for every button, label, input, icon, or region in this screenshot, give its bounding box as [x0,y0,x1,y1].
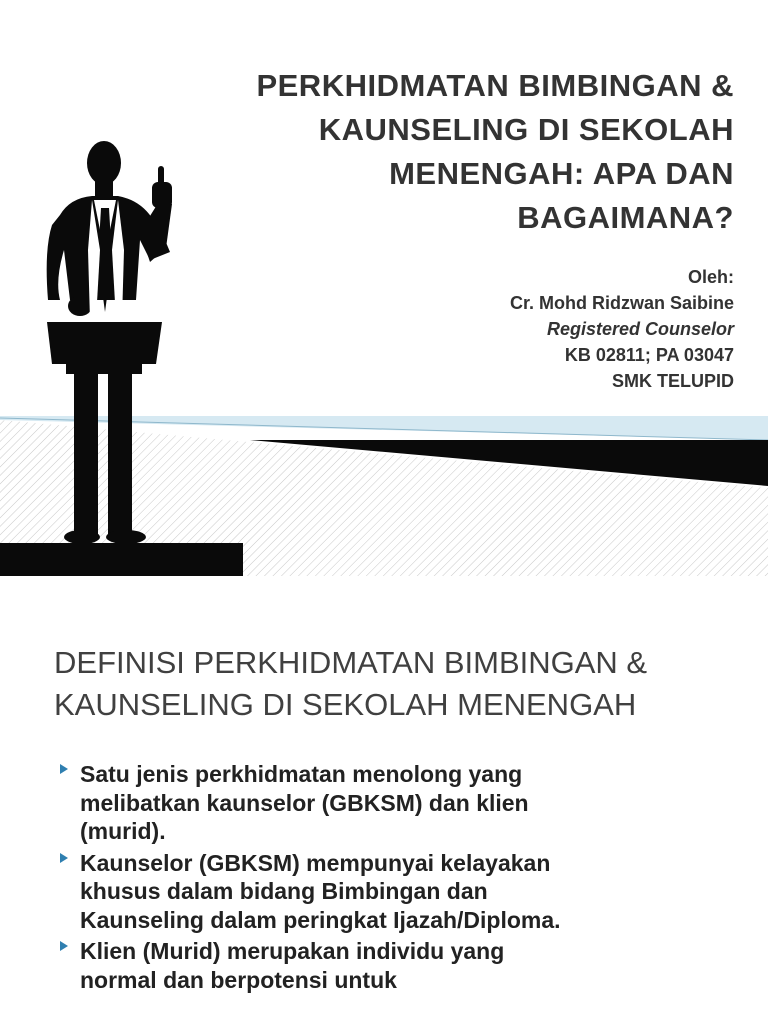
author-name: Cr. Mohd Ridzwan Saibine [509,293,734,313]
slide-divider [0,576,768,584]
bullet-list [58,760,578,997]
definition-slide [0,584,768,1024]
author-school: SMK TELUPID [611,371,734,391]
triangle-right-icon [60,941,68,951]
bullet-item [58,760,578,846]
bullet-item [58,937,578,994]
bullet-text: Klien (Murid) merupakan individu yang normal dan berpotensi untuk [80,938,505,993]
triangle-right-icon [60,764,68,774]
bullet-text: Satu jenis perkhidmatan menolong yang melibatkan kaunselor (GBKSM) dan klien (murid). [80,761,529,844]
slide-title: PERKHIDMATAN BIMBINGAN & KAUNSELING DI SEKOLAH MENENGAH: APA DAN BAGAIMANA? [256,68,734,235]
slide-heading: DEFINISI PERKHIDMATAN BIMBINGAN & KAUNSELING DI SEKOLAH MENENGAH [54,645,648,722]
author-role: Registered Counselor [546,319,734,339]
author-block [314,264,734,394]
author-registration: KB 02811; PA 03047 [564,345,734,365]
triangle-right-icon [60,853,68,863]
bullet-text: Kaunselor (GBKSM) mempunyai kelayakan khusus dalam bidang Bimbingan dan Kaunseling dalam peringkat Ijazah/Diploma. [80,849,561,933]
bullet-item [58,849,578,935]
author-oleh: Oleh: [687,267,734,287]
